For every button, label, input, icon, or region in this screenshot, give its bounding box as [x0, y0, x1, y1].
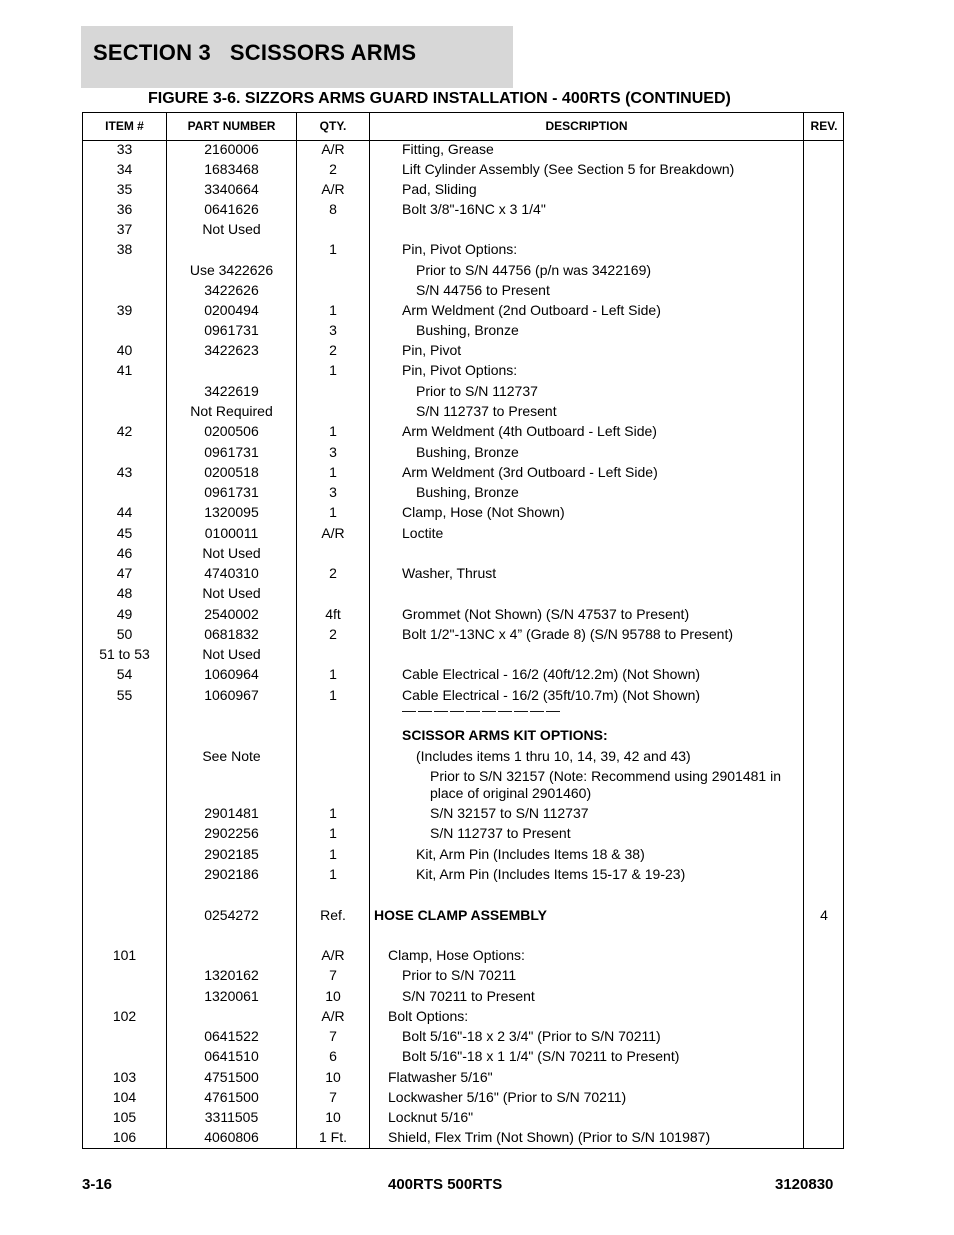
column-divider: [369, 113, 370, 1148]
cell-description: S/N 32157 to S/N 112737: [430, 805, 589, 821]
cell-part-number: 0641522: [204, 1028, 259, 1044]
cell-item-number: 104: [112, 1089, 137, 1105]
header-part-number: PART NUMBER: [187, 119, 276, 133]
cell-description: Prior to S/N 44756 (p/n was 3422169): [416, 262, 652, 278]
cell-description: Arm Weldment (3rd Outboard - Left Side): [402, 464, 658, 480]
cell-part-number: 2902256: [204, 825, 259, 841]
footer-doc-number: 3120830: [775, 1176, 834, 1193]
cell-part-number: 3422619: [204, 383, 259, 399]
cell-quantity: A/R: [321, 1008, 345, 1024]
cell-description: Kit, Arm Pin (Includes Items 18 & 38): [416, 846, 645, 862]
cell-quantity: A/R: [321, 947, 345, 963]
cell-quantity: 1: [329, 464, 337, 480]
cell-part-number: 0100011: [204, 525, 259, 541]
cell-quantity: 1: [329, 666, 337, 682]
cell-quantity: 2: [329, 565, 337, 581]
cell-part-number: 1060967: [204, 687, 259, 703]
cell-description: Fitting, Grease: [402, 141, 494, 157]
cell-quantity: 1: [329, 241, 337, 257]
cell-item-number: 33: [116, 141, 133, 157]
cell-description: Arm Weldment (2nd Outboard - Left Side): [402, 302, 661, 318]
cell-description: HOSE CLAMP ASSEMBLY: [374, 907, 547, 923]
cell-description: Loctite: [402, 525, 444, 541]
cell-quantity: 3: [329, 444, 337, 460]
cell-quantity: 2: [329, 626, 337, 642]
cell-item-number: 39: [116, 302, 133, 318]
cell-quantity: 8: [329, 201, 337, 217]
cell-quantity: Ref.: [320, 907, 346, 923]
cell-quantity: 10: [325, 988, 341, 1004]
cell-part-number: Use 3422626: [189, 262, 274, 278]
cell-part-number: 0961731: [204, 444, 259, 460]
header-description: DESCRIPTION: [545, 119, 628, 133]
cell-part-number: 3422623: [204, 342, 259, 358]
cell-description: SCISSOR ARMS KIT OPTIONS:: [402, 727, 608, 743]
cell-description: Pin, Pivot Options:: [402, 241, 518, 257]
cell-description: Washer, Thrust: [402, 565, 497, 581]
cell-part-number: Not Used: [202, 221, 261, 237]
cell-quantity: 7: [329, 967, 337, 983]
cell-description: Clamp, Hose Options:: [388, 947, 525, 963]
cell-description: Prior to S/N 32157 (Note: Recommend using 2901481 in: [430, 768, 781, 784]
cell-description: place of original 2901460): [430, 785, 592, 801]
footer-models: 400RTS 500RTS: [388, 1176, 503, 1193]
figure-title: FIGURE 3-6. SIZZORS ARMS GUARD INSTALLATION - 400RTS (CONTINUED): [148, 90, 731, 107]
cell-part-number: 4751500: [204, 1069, 259, 1085]
cell-description: S/N 112737 to Present: [430, 825, 571, 841]
cell-description: Bushing, Bronze: [416, 322, 519, 338]
cell-quantity: 3: [329, 484, 337, 500]
cell-description: Clamp, Hose (Not Shown): [402, 504, 565, 520]
cell-part-number: 2540002: [204, 606, 259, 622]
header-qty: QTY.: [319, 119, 347, 133]
cell-item-number: 103: [112, 1069, 137, 1085]
cell-quantity: 7: [329, 1028, 337, 1044]
cell-item-number: 35: [116, 181, 133, 197]
cell-part-number: 0961731: [204, 322, 259, 338]
cell-quantity: 1 Ft.: [318, 1129, 347, 1145]
cell-part-number: 0961731: [204, 484, 259, 500]
cell-quantity: 2: [329, 342, 337, 358]
cell-part-number: 0641626: [204, 201, 259, 217]
cell-part-number: 0681832: [204, 626, 259, 642]
cell-quantity: A/R: [321, 525, 345, 541]
cell-revision: 4: [820, 907, 828, 923]
cell-item-number: 36: [116, 201, 133, 217]
cell-part-number: 3311505: [204, 1109, 259, 1125]
cell-part-number: 4761500: [204, 1089, 259, 1105]
cell-quantity: 1: [329, 362, 337, 378]
cell-item-number: 55: [116, 687, 133, 703]
cell-part-number: 4740310: [204, 565, 259, 581]
footer-page-number: 3-16: [82, 1176, 113, 1193]
cell-quantity: 2: [329, 161, 337, 177]
cell-item-number: 38: [116, 241, 133, 257]
cell-part-number: 0200494: [204, 302, 259, 318]
cell-item-number: 46: [116, 545, 133, 561]
cell-part-number: See Note: [202, 748, 261, 764]
cell-part-number: 1683468: [204, 161, 259, 177]
cell-quantity: A/R: [321, 181, 345, 197]
cell-quantity: 1: [329, 805, 337, 821]
cell-description: Arm Weldment (4th Outboard - Left Side): [402, 423, 657, 439]
cell-quantity: 1: [329, 866, 337, 882]
cell-description: Grommet (Not Shown) (S/N 47537 to Present): [402, 606, 690, 622]
cell-part-number: 1320095: [204, 504, 259, 520]
cell-description: Pad, Sliding: [402, 181, 477, 197]
cell-item-number: 40: [116, 342, 133, 358]
cell-part-number: 0641510: [204, 1048, 259, 1064]
cell-quantity: 7: [329, 1089, 337, 1105]
header-item: ITEM #: [105, 119, 144, 133]
cell-part-number: 2902185: [204, 846, 259, 862]
cell-part-number: Not Required: [190, 403, 273, 419]
cell-description: Lift Cylinder Assembly (See Section 5 for Breakdown): [402, 161, 735, 177]
cell-description: Prior to S/N 112737: [416, 383, 538, 399]
cell-item-number: 37: [116, 221, 133, 237]
cell-quantity: 6: [329, 1048, 337, 1064]
cell-quantity: 1: [329, 687, 337, 703]
cell-item-number: 41: [116, 362, 133, 378]
cell-item-number: 49: [116, 606, 133, 622]
cell-quantity: 3: [329, 322, 337, 338]
cell-part-number: Not Used: [202, 545, 261, 561]
cell-description: Bolt 5/16"-18 x 2 3/4" (Prior to S/N 70211): [402, 1028, 661, 1044]
cell-part-number: 0254272: [204, 907, 259, 923]
parts-table: [82, 112, 844, 1149]
cell-description: Locknut 5/16": [388, 1109, 474, 1125]
cell-item-number: 43: [116, 464, 133, 480]
cell-item-number: 34: [116, 161, 133, 177]
cell-description: Shield, Flex Trim (Not Shown) (Prior to S/N 101987): [388, 1129, 711, 1145]
cell-description: Bolt 3/8"-16NC x 3 1/4": [402, 201, 546, 217]
cell-description: Flatwasher 5/16": [388, 1069, 493, 1085]
cell-part-number: 2902186: [204, 866, 259, 882]
cell-description: Cable Electrical - 16/2 (40ft/12.2m) (Not Shown): [402, 666, 701, 682]
cell-item-number: 50: [116, 626, 133, 642]
cell-description: Lockwasher 5/16" (Prior to S/N 70211): [388, 1089, 627, 1105]
cell-item-number: 101: [112, 947, 137, 963]
cell-quantity: 4ft: [325, 606, 341, 622]
cell-description: Bolt 5/16"-18 x 1 1/4" (S/N 70211 to Present): [402, 1048, 680, 1064]
cell-description: (Includes items 1 thru 10, 14, 39, 42 and 43): [416, 748, 691, 764]
cell-description: Bolt Options:: [388, 1008, 469, 1024]
cell-description: Kit, Arm Pin (Includes Items 15-17 & 19-23): [416, 866, 686, 882]
section-title: SECTION 3 SCISSORS ARMS: [93, 40, 417, 65]
cell-item-number: 42: [116, 423, 133, 439]
cell-part-number: Not Used: [202, 646, 261, 662]
cell-item-number: 45: [116, 525, 133, 541]
cell-part-number: 1320061: [204, 988, 259, 1004]
cell-item-number: 47: [116, 565, 133, 581]
cell-quantity: A/R: [321, 141, 345, 157]
cell-description: S/N 112737 to Present: [416, 403, 557, 419]
cell-description: Pin, Pivot: [402, 342, 462, 358]
column-divider: [803, 113, 804, 1148]
cell-description: Bushing, Bronze: [416, 444, 519, 460]
cell-part-number: 0200518: [204, 464, 259, 480]
cell-part-number: 0200506: [204, 423, 259, 439]
cell-description: Prior to S/N 70211: [402, 967, 517, 983]
cell-part-number: 3340664: [204, 181, 259, 197]
cell-quantity: 1: [329, 423, 337, 439]
cell-item-number: 44: [116, 504, 133, 520]
cell-description: Pin, Pivot Options:: [402, 362, 518, 378]
cell-part-number: 1060964: [204, 666, 259, 682]
cell-quantity: 1: [329, 302, 337, 318]
cell-item-number: 106: [112, 1129, 137, 1145]
cell-item-number: 51 to 53: [99, 646, 150, 662]
cell-description: Bolt 1/2"-13NC x 4” (Grade 8) (S/N 95788 to Present): [402, 626, 734, 642]
cell-description: Bushing, Bronze: [416, 484, 519, 500]
cell-part-number: 2901481: [204, 805, 259, 821]
cell-part-number: 1320162: [204, 967, 259, 983]
cell-quantity: 10: [325, 1069, 341, 1085]
cell-description: S/N 44756 to Present: [416, 282, 550, 298]
cell-quantity: 1: [329, 504, 337, 520]
cell-description: ——————————: [402, 702, 562, 718]
cell-part-number: 3422626: [204, 282, 259, 298]
cell-item-number: 48: [116, 585, 133, 601]
cell-item-number: 102: [112, 1008, 137, 1024]
cell-description: S/N 70211 to Present: [402, 988, 535, 1004]
cell-quantity: 1: [329, 846, 337, 862]
cell-item-number: 105: [112, 1109, 137, 1125]
cell-part-number: 4060806: [204, 1129, 259, 1145]
header-rev: REV.: [810, 119, 838, 133]
cell-description: Cable Electrical - 16/2 (35ft/10.7m) (Not Shown): [402, 687, 701, 703]
cell-item-number: 54: [116, 666, 133, 682]
cell-part-number: 2160006: [204, 141, 259, 157]
cell-quantity: 10: [325, 1109, 341, 1125]
cell-part-number: Not Used: [202, 585, 261, 601]
cell-quantity: 1: [329, 825, 337, 841]
